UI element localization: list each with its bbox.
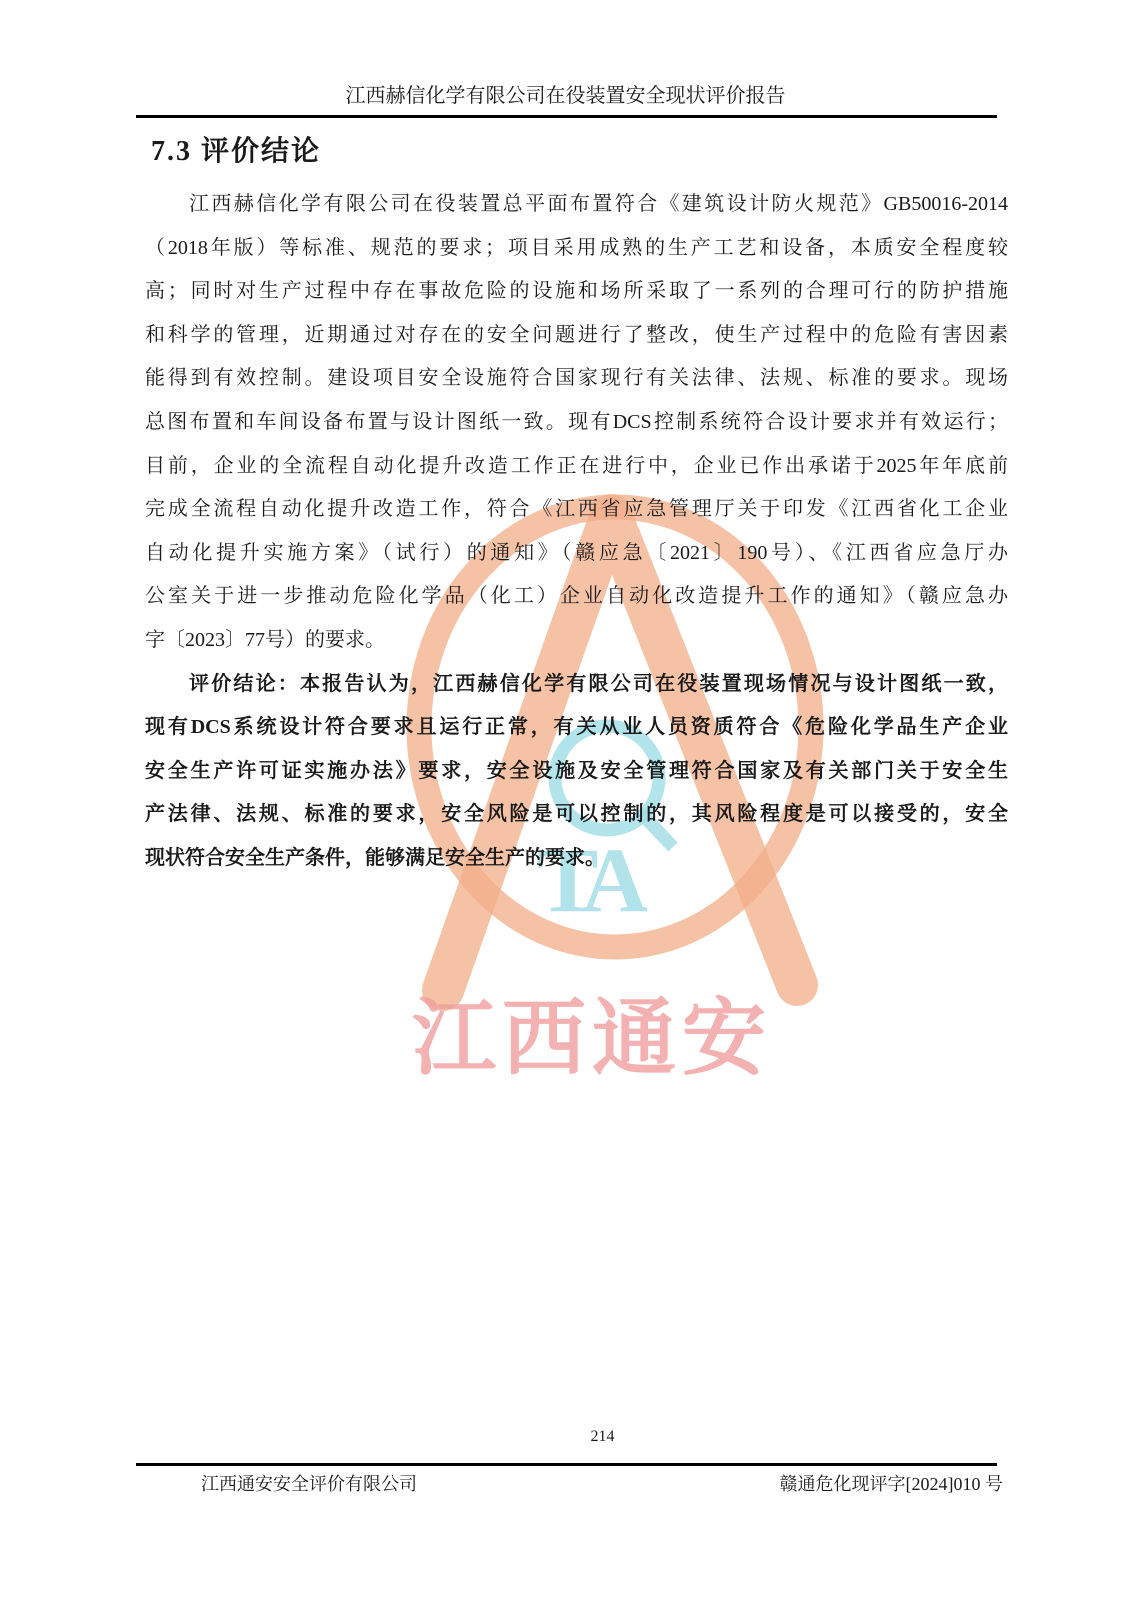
body-text-block bbox=[145, 183, 1008, 881]
paragraph-line: （2018年版）等标准、规范的要求；项目采用成熟的生产工艺和设备，本质安全程度较 bbox=[145, 236, 1008, 259]
paragraph-line: 现有DCS系统设计符合要求且运行正常，有关从业人员资质符合《危险化学品生产企业 bbox=[145, 716, 1008, 739]
svg-text:TA: TA bbox=[537, 829, 638, 931]
paragraph-line: 总图布置和车间设备布置与设计图纸一致。现有DCS控制系统符合设计要求并有效运行； bbox=[145, 410, 1008, 433]
footer bbox=[136, 1472, 1003, 1497]
paragraph-line: 评价结论：本报告认为，江西赫信化学有限公司在役装置现场情况与设计图纸一致， bbox=[189, 672, 1008, 695]
paragraph-line: 安全生产许可证实施办法》要求，安全设施及安全管理符合国家及有关部门关于安全生 bbox=[145, 759, 1008, 782]
footer-company-name: 江西通安安全评价有限公司 bbox=[201, 1474, 417, 1494]
paragraph-line: 高；同时对生产过程中存在事故危险的设施和场所采取了一系列的合理可行的防护措施 bbox=[145, 280, 1008, 303]
paragraph-line: 和科学的管理，近期通过对存在的安全问题进行了整改，使生产过程中的危险有害因素 bbox=[145, 323, 1008, 346]
paragraph-line: 公室关于进一步推动危险化学品（化工）企业自动化改造提升工作的通知》（赣应急办 bbox=[145, 585, 1008, 608]
paragraph-line: 字〔2023〕77号）的要求。 bbox=[145, 628, 385, 651]
paragraph-line: 江西赫信化学有限公司在役装置总平面布置符合《建筑设计防火规范》GB50016-2014 bbox=[189, 193, 1008, 215]
paragraph-line: 完成全流程自动化提升改造工作，符合《江西省应急管理厅关于印发《江西省化工企业 bbox=[145, 498, 1008, 521]
paragraph-line: 自动化提升实施方案》（试行）的通知》（赣应急〔2021〕190号）、《江西省应急厅办 bbox=[145, 541, 1008, 564]
page-number: 214 bbox=[590, 1428, 615, 1445]
paragraph-conclusion bbox=[145, 663, 1008, 881]
header-divider-rule bbox=[136, 115, 997, 118]
section-title: 7.3 评价结论 bbox=[151, 136, 322, 167]
paragraph-overview bbox=[145, 183, 1008, 663]
report-header-title: 江西赫信化学有限公司在役装置安全现状评价报告 bbox=[345, 85, 786, 107]
watermark-brand-text: 江西通安 bbox=[412, 993, 773, 1086]
paragraph-line: 目前，企业的全流程自动化提升改造工作正在进行中，企业已作出承诺于2025年年底前 bbox=[145, 454, 1008, 477]
paragraph-line: 现状符合安全生产条件，能够满足安全生产的要求。 bbox=[145, 846, 605, 869]
footer-document-number: 赣通危化现评字[2024]010 号 bbox=[779, 1474, 1003, 1494]
footer-divider-rule bbox=[136, 1463, 997, 1466]
paragraph-line: 产法律、法规、标准的要求，安全风险是可以控制的，其风险程度是可以接受的，安全 bbox=[145, 803, 1008, 826]
paragraph-line: 能得到有效控制。建设项目安全设施符合国家现行有关法律、法规、标准的要求。现场 bbox=[145, 367, 1008, 390]
